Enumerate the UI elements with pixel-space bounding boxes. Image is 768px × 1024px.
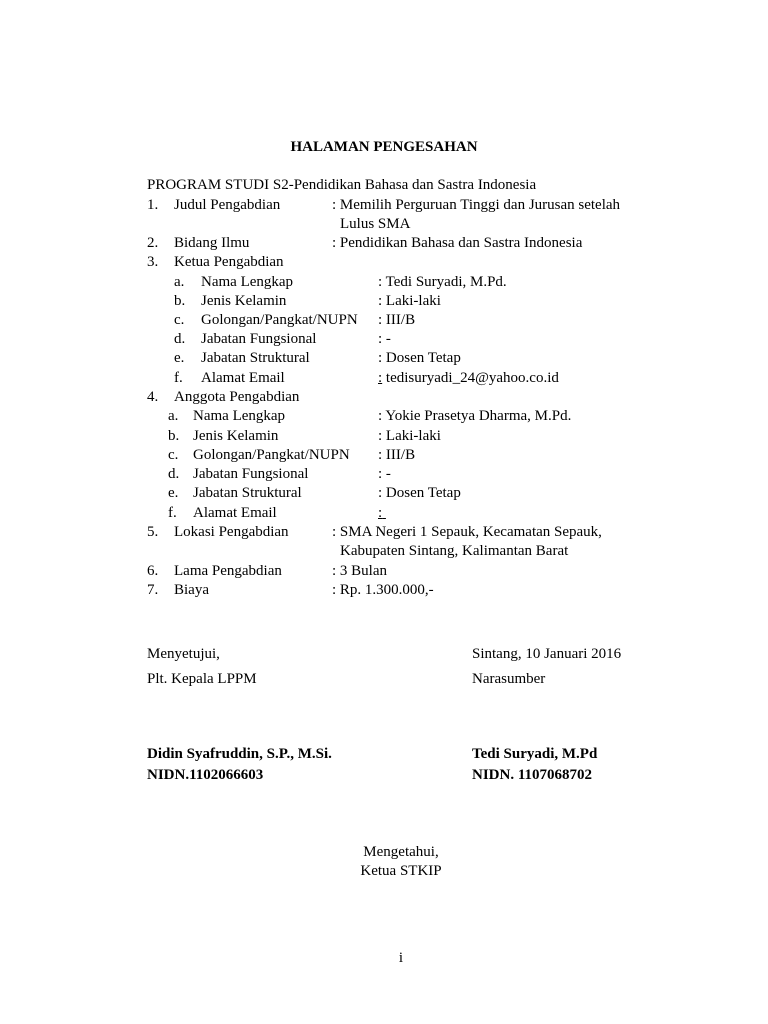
sub-item-label: Alamat Email (201, 370, 285, 386)
sub-item-label: Jabatan Fungsional (201, 331, 317, 347)
sub-item-label: Jabatan Struktural (201, 350, 310, 366)
sub-item-label: Alamat Email (193, 505, 277, 521)
place-date: Sintang, 10 Januari 2016 (472, 646, 622, 662)
program-studi: PROGRAM STUDI S2-Pendidikan Bahasa dan Sastra Indonesia (147, 177, 537, 193)
sub-item-letter: b. (168, 428, 180, 444)
sub-item-label: Golongan/Pangkat/NUPN (201, 312, 358, 328)
speaker-role: Narasumber (472, 671, 546, 687)
sub-item-label: Golongan/Pangkat/NUPN (193, 447, 350, 463)
item-number: 6. (147, 563, 159, 579)
sub-item-letter: c. (174, 312, 185, 328)
approval-label: Menyetujui, (147, 646, 220, 662)
item-value: : Memilih Perguruan Tinggi dan Jurusan setelah (332, 197, 621, 213)
sub-item-label: Jabatan Struktural (193, 485, 302, 501)
sub-item-letter: e. (174, 350, 185, 366)
item-value-continued: Lulus SMA (340, 216, 411, 232)
sub-item-letter: f. (168, 505, 177, 521)
sub-item-value: : - (378, 466, 391, 482)
speaker-nidn: NIDN. 1107068702 (472, 767, 593, 783)
sub-item-label: Jenis Kelamin (193, 428, 279, 444)
sub-item-letter: d. (174, 331, 186, 347)
page-number: i (398, 950, 404, 966)
sub-item-value: : Yokie Prasetya Dharma, M.Pd. (378, 408, 572, 424)
sub-item-label: Nama Lengkap (193, 408, 286, 424)
email-address: tedisuryadi_24@yahoo.co.id (382, 370, 559, 386)
item-number: 3. (147, 254, 159, 270)
item-number: 7. (147, 582, 159, 598)
approver-role: Plt. Kepala LPPM (147, 671, 257, 687)
sub-item-label: Nama Lengkap (201, 274, 294, 290)
item-label: Anggota Pengabdian (174, 389, 300, 405)
acknowledge-label: Mengetahui, (363, 844, 439, 860)
item-label: Ketua Pengabdian (174, 254, 284, 270)
sub-item-value (378, 504, 386, 522)
item-number: 5. (147, 524, 159, 540)
item-label: Bidang Ilmu (174, 235, 250, 251)
item-value: : Pendidikan Bahasa dan Sastra Indonesia (332, 235, 583, 251)
item-value-continued: Kabupaten Sintang, Kalimantan Barat (340, 543, 569, 559)
sub-item-letter: e. (168, 485, 179, 501)
sub-item-value: : Tedi Suryadi, M.Pd. (378, 274, 507, 290)
sub-item-value: : Dosen Tetap (378, 350, 461, 366)
sub-item-label: Jabatan Fungsional (193, 466, 309, 482)
item-value: : 3 Bulan (332, 563, 387, 579)
acknowledger-role: Ketua STKIP (360, 863, 442, 879)
sub-item-letter: a. (174, 274, 185, 290)
item-number: 2. (147, 235, 159, 251)
item-number: 4. (147, 389, 159, 405)
sub-item-value (378, 369, 559, 387)
sub-item-value: : Dosen Tetap (378, 485, 461, 501)
sub-item-value: : - (378, 331, 391, 347)
sub-item-letter: b. (174, 293, 186, 309)
sub-item-value: : III/B (378, 447, 416, 463)
item-label: Lama Pengabdian (174, 563, 282, 579)
approver-name: Didin Syafruddin, S.P., M.Si. (147, 746, 332, 762)
sub-item-label: Jenis Kelamin (201, 293, 287, 309)
sub-item-letter: c. (168, 447, 179, 463)
sub-item-value: : Laki-laki (378, 428, 441, 444)
item-label: Biaya (174, 582, 209, 598)
item-number: 1. (147, 197, 159, 213)
sub-item-letter: a. (168, 408, 179, 424)
item-label: Lokasi Pengabdian (174, 524, 289, 540)
approver-nidn: NIDN.1102066603 (147, 767, 264, 783)
speaker-name: Tedi Suryadi, M.Pd (472, 746, 598, 762)
email-colon: : (378, 370, 383, 386)
sub-item-letter: d. (168, 466, 180, 482)
sub-item-value: : Laki-laki (378, 293, 441, 309)
item-label: Judul Pengabdian (174, 197, 281, 213)
item-value: : SMA Negeri 1 Sepauk, Kecamatan Sepauk, (332, 524, 602, 540)
sub-item-value: : III/B (378, 312, 416, 328)
item-value: : Rp. 1.300.000,- (332, 582, 434, 598)
email-colon: : (378, 505, 383, 521)
sub-item-letter: f. (174, 370, 183, 386)
page-title: HALAMAN PENGESAHAN (290, 139, 478, 155)
